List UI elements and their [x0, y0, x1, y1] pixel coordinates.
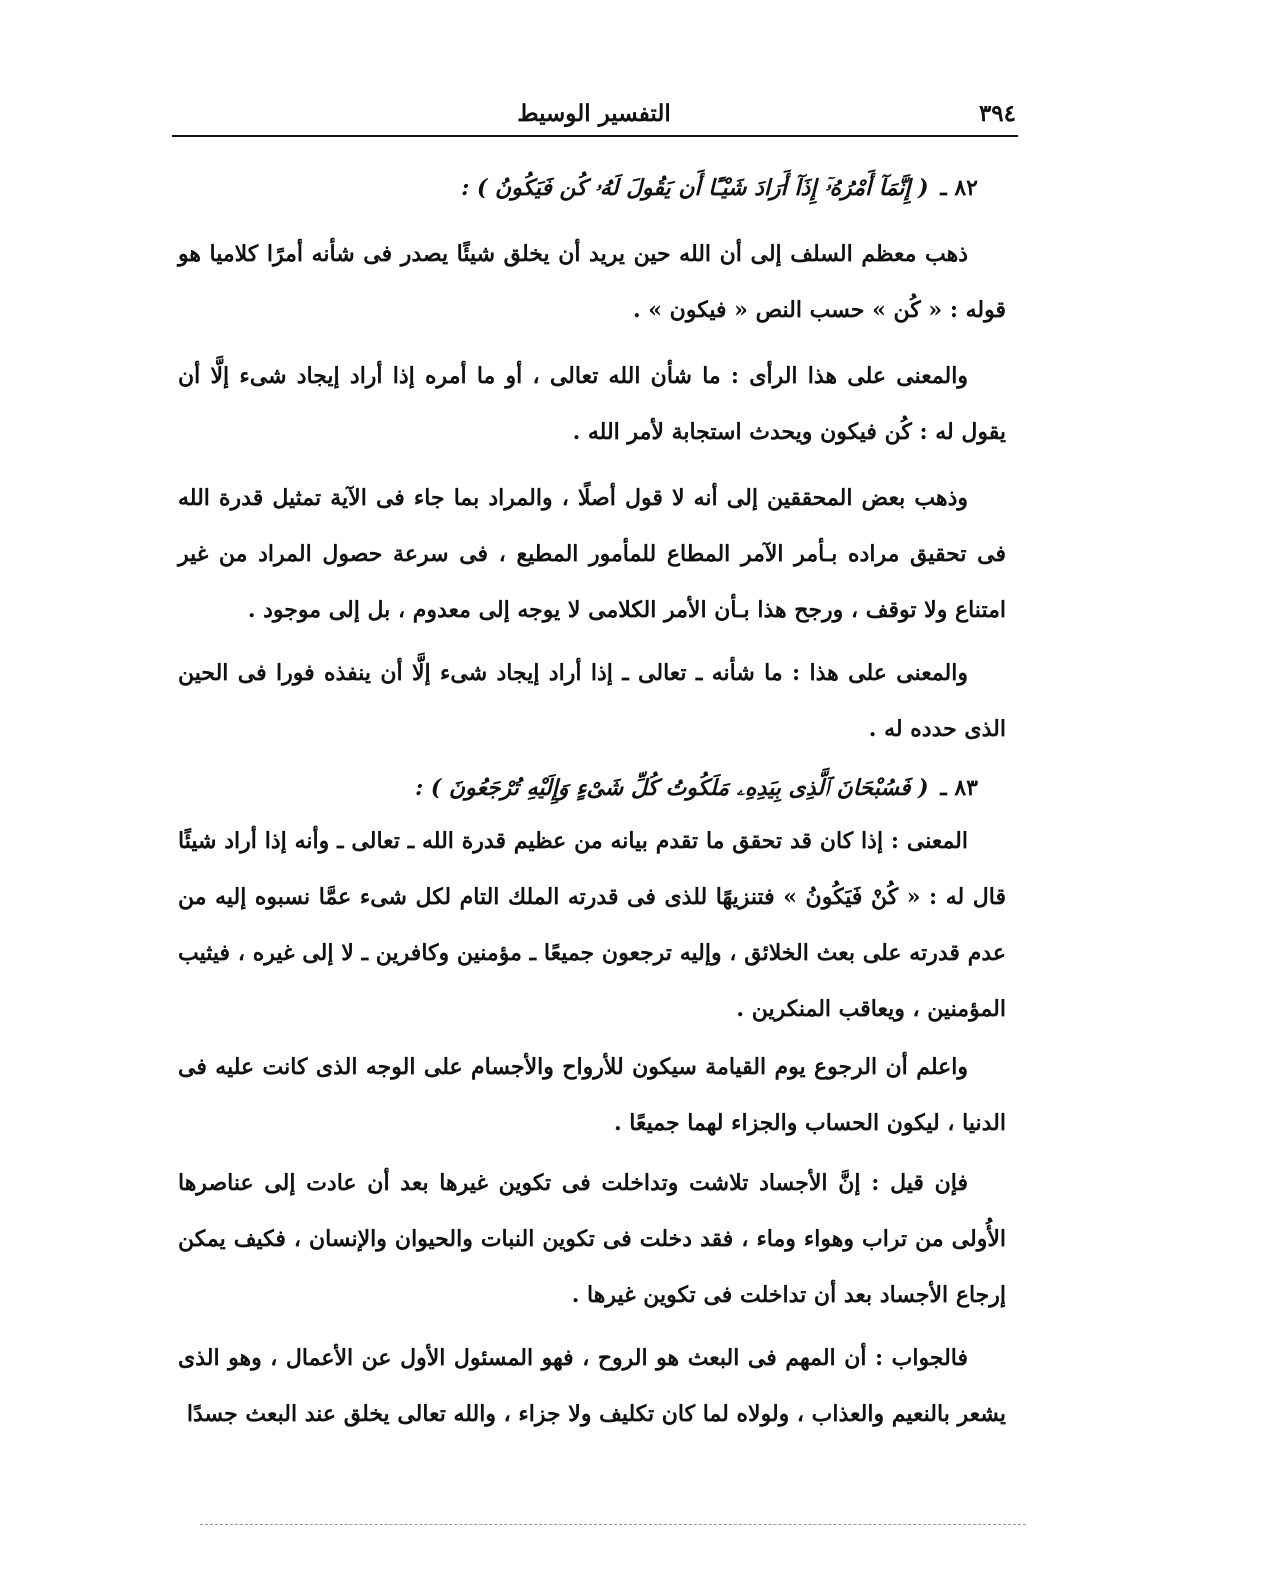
bottom-divider: [200, 1524, 1026, 1525]
paragraph: فإن قيل : إنَّ الأجساد تلاشت وتداخلت فى تكوين غيرها بعد أن عادت إلى عناصرها الأُولى من تراب وهواء وماء ، فقد دخلت فى تكوين النبات والحيوان والإنسان ، فكيف يمكن إرجاع الأجساد بعد أن تداخلت فى تكوين غيرها .: [178, 1170, 1006, 1308]
page-number: ٣٩٤: [978, 100, 1016, 127]
verse-text: ( فَسُبْحَانَ ٱلَّذِى بِيَدِهِۦ مَلَكُوتُ كُلِّ شَىْءٍ وَإِلَيْهِ تُرْجَعُونَ ) :: [415, 775, 929, 801]
paragraph: ذهب معظم السلف إلى أن الله حين يريد أن يخلق شيئًا يصدر فى شأنه أمرًا كلاميا هو قوله : « كُن » حسب النص « فيكون » .: [178, 241, 1006, 323]
verse-83: [370, 760, 978, 816]
page-header: [172, 96, 1016, 132]
running-title: التفسير الوسيط: [517, 100, 671, 127]
paragraph: والمعنى على هذا : ما شأنه ـ تعالى ـ إذا أراد إيجاد شىء إلَّا أن ينفذه فورا فى الحين الذى حدده له .: [178, 660, 1006, 742]
header-rule: [172, 135, 1018, 137]
paragraph: والمعنى على هذا الرأى : ما شأن الله تعالى ، أو ما أمره إذا أراد إيجاد شىء إلَّا أن يقول له : كُن فيكون ويحدث استجابة لأمر الله .: [178, 363, 1006, 445]
verse-number: ٨٣ ـ: [940, 775, 978, 801]
paragraph: فالجواب : أن المهم فى البعث هو الروح ، فهو المسئول الأول عن الأعمال ، وهو الذى يشعر بالنعيم والعذاب ، ولولاه لما كان تكليف ولا جزاء ، والله تعالى يخلق عند البعث جسدًا: [178, 1345, 1006, 1427]
verse-82: [370, 160, 978, 216]
paragraph: واعلم أن الرجوع يوم القيامة سيكون للأرواح والأجسام على الوجه الذى كانت عليه فى الدنيا ، ليكون الحساب والجزاء لهما جميعًا .: [178, 1054, 1006, 1136]
paragraph: المعنى : إذا كان قد تحقق ما تقدم بيانه من عظيم قدرة الله ـ تعالى ـ وأنه إذا أراد شيئًا قال له : « كُنْ فَيَكُونُ » فتنزيهًا للذى فى قدرته الملك التام لكل شىء عمَّا نسبوه إليه من عدم قدرته على بعث الخلائق ، وإليه ترجعون جميعًا ـ مؤمنين وكافرين ـ لا إلى غيره ، فيثيب المؤمنين ، ويعاقب المنكرين .: [178, 828, 1006, 1022]
paragraph: وذهب بعض المحققين إلى أنه لا قول أصلًا ، والمراد بما جاء فى الآية تمثيل قدرة الله فى تحقيق مراده بـأمر الآمر المطاع للمأمور المطيع ، فى سرعة حصول المراد من غير امتناع ولا توقف ، ورجح هذا بـأن الأمر الكلامى لا يوجه إلى معدوم ، بل إلى موجود .: [178, 485, 1006, 623]
verse-text: ( إِنَّمَآ أَمْرُهُۥٓ إِذَآ أَرَادَ شَيْـًٔا أَن يَقُولَ لَهُۥ كُن فَيَكُونُ ) :: [461, 175, 929, 201]
verse-number: ٨٢ ـ: [940, 175, 978, 201]
